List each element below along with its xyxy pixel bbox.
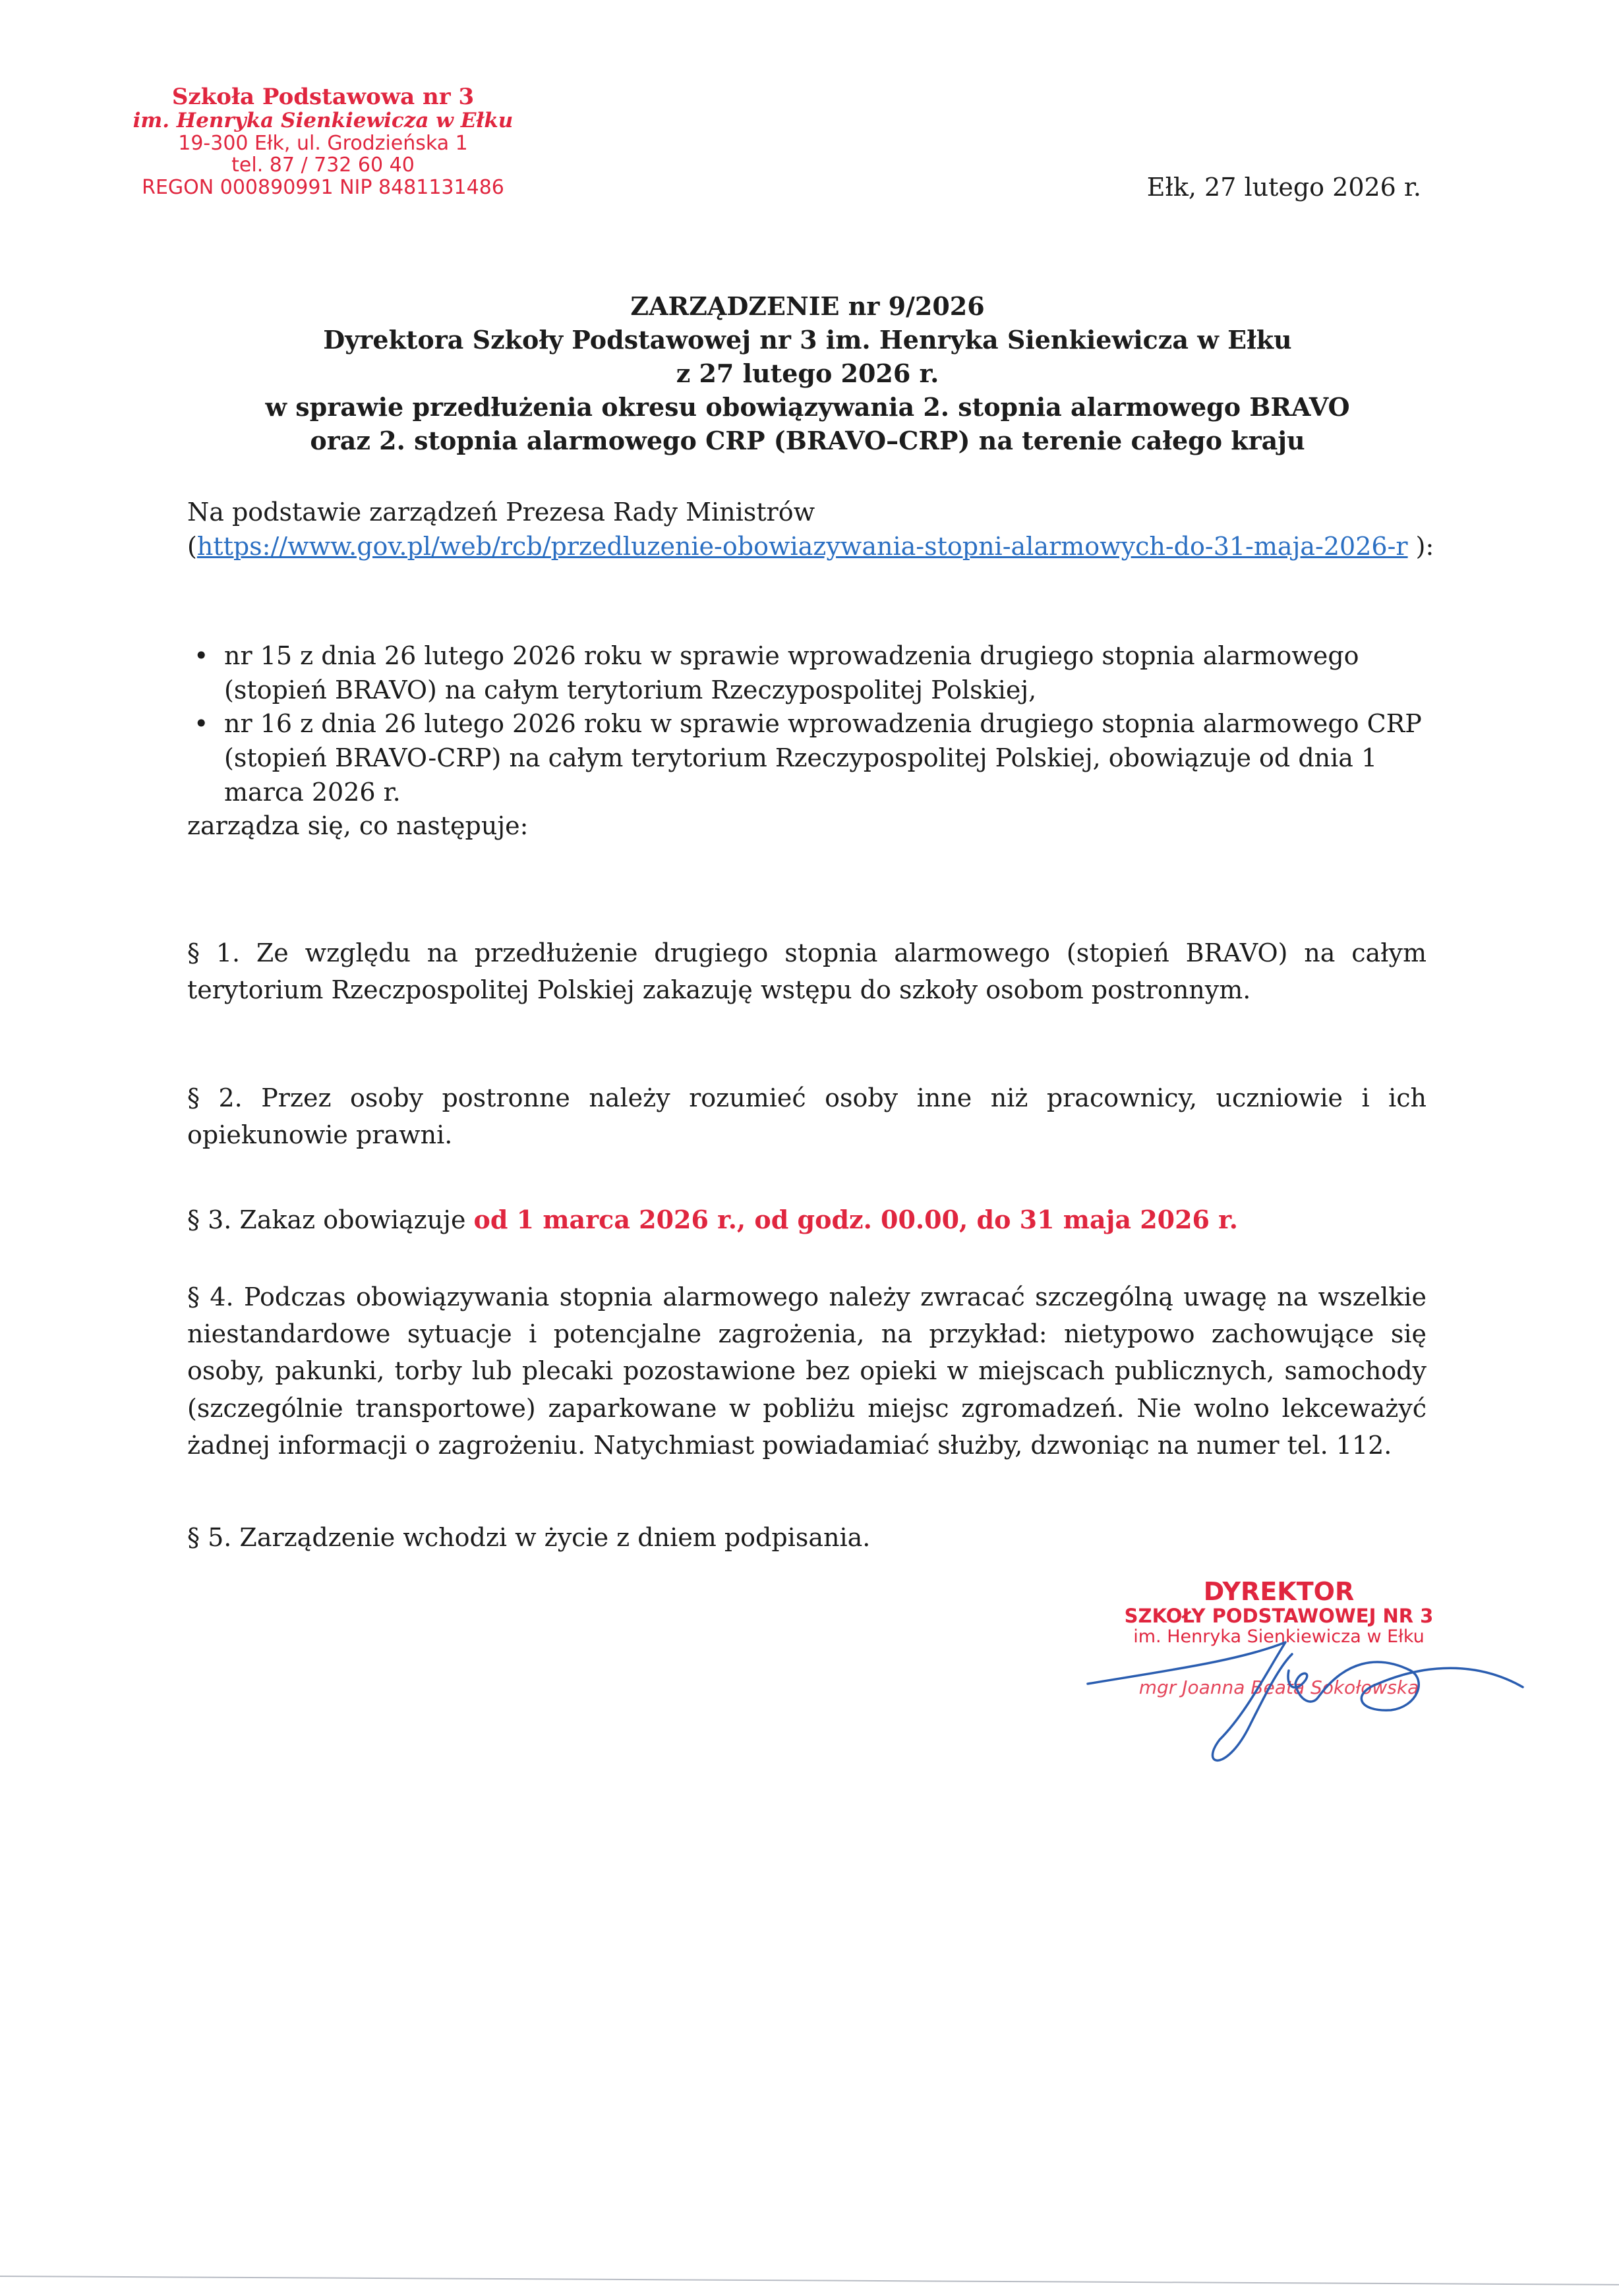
stamp-regon-nip: REGON 000890991 NIP 8481131486 <box>142 175 504 199</box>
paragraph-4: § 4. Podczas obowiązywania stopnia alarmowego należy zwracać szczególną uwagę na wszelkie niestandardowe sytuacje i potencjalne zagrożenia, na przykład: nietypowo zachowujące się osoby, pakunki, torby lub plecaki pozostawione bez opieki w miejscach publicznych, samochody (szczególnie transportowe) zaparkowane w pobliżu miejsc zgromadzeń. Nie wolno lekceważyć żadnej informacji o zagrożeniu. Natychmiast powiadamiać służby, dzwoniąc na numer tel. 112. <box>187 1282 1427 1460</box>
stamp-school-name: Szkoła Podstawowa nr 3 <box>171 84 475 110</box>
paragraph-3 <box>187 1201 1427 1238</box>
scan-edge-divider <box>0 2276 1619 2285</box>
paragraph-3-date-range: od 1 marca 2026 r., od godz. 00.00, do 31 maja 2026 r. <box>473 1205 1238 1234</box>
title-subject-1: w sprawie przedłużenia okresu obowiązywania 2. stopnia alarmowego BRAVO <box>265 391 1350 422</box>
stamp-director-name: mgr Joanna Beata Sokołowska <box>1138 1677 1419 1699</box>
title-issuer: Dyrektora Szkoły Podstawowej nr 3 im. Henryka Sienkiewicza w Ełku <box>323 324 1292 355</box>
paragraph-3-text: § 3. Zakaz obowiązuje <box>187 1205 474 1234</box>
title-date: z 27 lutego 2026 r. <box>676 358 939 388</box>
school-stamp-header <box>125 84 521 199</box>
stamp-address: 19-300 Ełk, ul. Grodzieńska 1 <box>178 131 468 155</box>
stamp-school-patron: im. Henryka Sienkiewicza w Ełku <box>132 109 514 133</box>
paragraph-2: § 2. Przez osoby postronne należy rozumieć osoby inne niż pracownicy, uczniowie i ich opiekunowie prawni. <box>187 1083 1427 1150</box>
bullet-icon: • <box>194 641 209 670</box>
paragraph-1: § 1. Ze względu na przedłużenie drugiego stopnia alarmowego (stopień BRAVO) na całym terytorium Rzeczpospolitej Polskiej zakazuję wstępu do szkoły osobom postronnym. <box>187 938 1427 1005</box>
paragraph-5: § 5. Zarządzenie wchodzi w życie z dniem podpisania. <box>187 1523 871 1552</box>
list-item-text: nr 16 z dnia 26 lutego 2026 roku w sprawie wprowadzenia drugiego stopnia alarmowego CRP (stopień BRAVO-CRP) na całym terytorium Rzeczypospolitej Polskiej, obowiązuje od dnia 1 marca 2026 r. <box>224 709 1422 807</box>
title-number: ZARZĄDZENIE nr 9/2026 <box>630 291 985 321</box>
intro-paragraph <box>187 496 1440 563</box>
director-stamp <box>1107 1578 1450 1698</box>
list-item <box>187 639 1440 707</box>
gov-link[interactable]: https://www.gov.pl/web/rcb/przedluzenie-obowiazywania-stopni-alarmowych-do-31-maja-2026-r <box>196 531 1408 561</box>
document-title <box>165 290 1450 458</box>
stamp-patron: im. Henryka Sienkiewicza w Ełku <box>1133 1626 1425 1647</box>
list-item <box>187 707 1440 809</box>
intro-close: ): <box>1407 531 1434 561</box>
intro-open-paren: ( <box>187 531 197 561</box>
decree-line: zarządza się, co następuje: <box>187 811 529 841</box>
stamp-phone: tel. 87 / 732 60 40 <box>231 154 415 177</box>
bullet-icon: • <box>194 709 209 739</box>
intro-text: Na podstawie zarządzeń Prezesa Rady Ministrów <box>187 498 815 527</box>
stamp-director-title: DYREKTOR <box>1203 1577 1355 1606</box>
document-date: Ełk, 27 lutego 2026 r. <box>1146 173 1421 202</box>
ordinance-list <box>187 639 1440 844</box>
title-subject-2: oraz 2. stopnia alarmowego CRP (BRAVO–CRP) na terenie całego kraju <box>310 425 1305 455</box>
stamp-school: SZKOŁY PODSTAWOWEJ NR 3 <box>1124 1604 1434 1627</box>
list-item-text: nr 15 z dnia 26 lutego 2026 roku w sprawie wprowadzenia drugiego stopnia alarmowego (stopień BRAVO) na całym terytorium Rzeczypospolitej Polskiej, <box>224 641 1359 704</box>
